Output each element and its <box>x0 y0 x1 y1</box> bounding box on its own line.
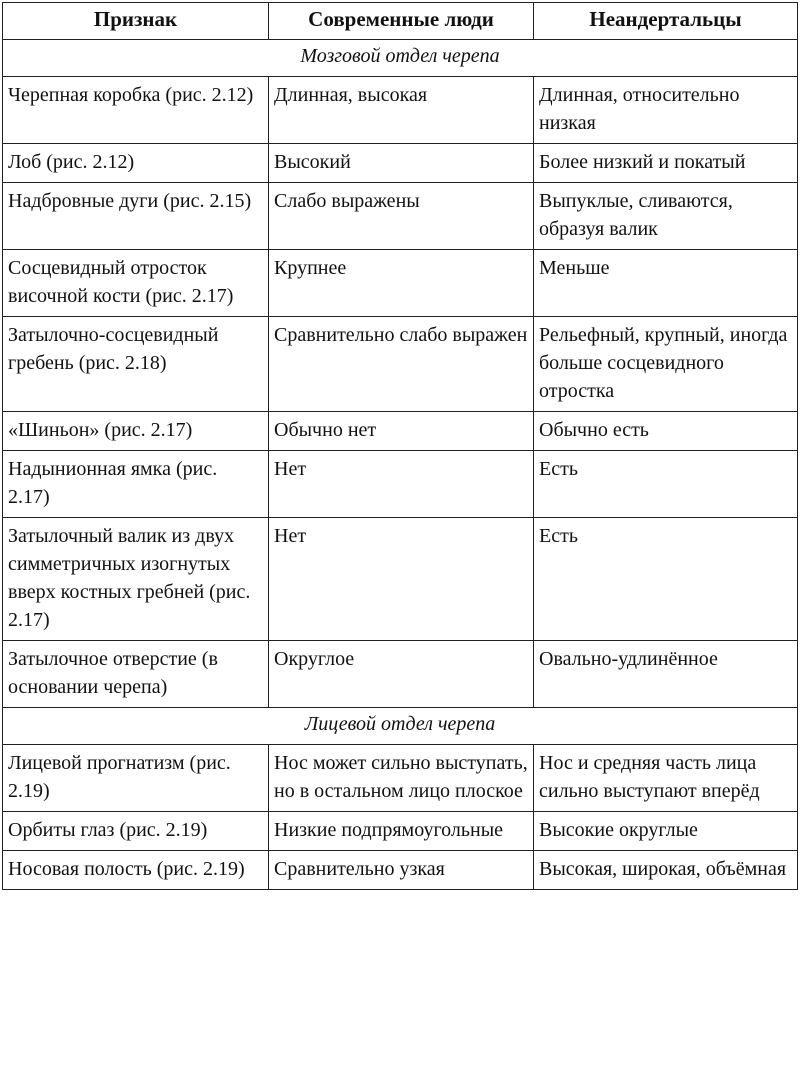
header-neanderthals: Неандертальцы <box>534 3 798 40</box>
feature-cell: Орбиты глаз (рис. 2.19) <box>3 812 269 851</box>
feature-cell: Лицевой прогнатизм (рис. 2.19) <box>3 745 269 812</box>
table-row <box>3 144 798 183</box>
table-row <box>3 641 798 708</box>
modern-cell: Нос может сильно выступать, но в остальном лицо плоское <box>269 745 534 812</box>
neanderthal-cell: Обычно есть <box>534 412 798 451</box>
neanderthal-cell: Нос и средняя часть лица сильно выступают вперёд <box>534 745 798 812</box>
modern-cell: Высокий <box>269 144 534 183</box>
section-row <box>3 40 798 77</box>
feature-cell: Сосцевидный отросток височной кости (рис. 2.17) <box>3 250 269 317</box>
feature-cell: Черепная коробка (рис. 2.12) <box>3 77 269 144</box>
table-row <box>3 812 798 851</box>
feature-cell: Надбровные дуги (рис. 2.15) <box>3 183 269 250</box>
modern-cell: Нет <box>269 451 534 518</box>
section-row <box>3 708 798 745</box>
feature-cell: Затылочный валик из двух симметричных изогнутых вверх костных гребней (рис. 2.17) <box>3 518 269 641</box>
modern-cell: Нет <box>269 518 534 641</box>
feature-cell: «Шиньон» (рис. 2.17) <box>3 412 269 451</box>
neanderthal-cell: Меньше <box>534 250 798 317</box>
neanderthal-cell: Выпуклые, сливаются, образуя валик <box>534 183 798 250</box>
feature-cell: Затылочное отверстие (в основании черепа) <box>3 641 269 708</box>
modern-cell: Низкие подпрямоугольные <box>269 812 534 851</box>
modern-cell: Сравнительно слабо выражен <box>269 317 534 412</box>
table-body <box>3 40 798 890</box>
neanderthal-cell: Длинная, относительно низкая <box>534 77 798 144</box>
modern-cell: Длинная, высокая <box>269 77 534 144</box>
header-modern-humans: Современные люди <box>269 3 534 40</box>
header-feature: Признак <box>3 3 269 40</box>
feature-cell: Носовая полость (рис. 2.19) <box>3 851 269 890</box>
header-row <box>3 3 798 40</box>
table-row <box>3 745 798 812</box>
section-title: Мозговой отдел черепа <box>3 40 798 77</box>
modern-cell: Округлое <box>269 641 534 708</box>
comparison-table <box>2 2 798 890</box>
section-title: Лицевой отдел черепа <box>3 708 798 745</box>
neanderthal-cell: Более низкий и покатый <box>534 144 798 183</box>
table-row <box>3 412 798 451</box>
feature-cell: Затылочно-сосцевидный гребень (рис. 2.18) <box>3 317 269 412</box>
modern-cell: Обычно нет <box>269 412 534 451</box>
feature-cell: Надынионная ямка (рис. 2.17) <box>3 451 269 518</box>
table-row <box>3 250 798 317</box>
feature-cell: Лоб (рис. 2.12) <box>3 144 269 183</box>
neanderthal-cell: Есть <box>534 518 798 641</box>
modern-cell: Сравнительно узкая <box>269 851 534 890</box>
table-row <box>3 77 798 144</box>
neanderthal-cell: Высокие округлые <box>534 812 798 851</box>
table-row <box>3 851 798 890</box>
modern-cell: Слабо выражены <box>269 183 534 250</box>
table-row <box>3 518 798 641</box>
neanderthal-cell: Высокая, широкая, объёмная <box>534 851 798 890</box>
modern-cell: Крупнее <box>269 250 534 317</box>
neanderthal-cell: Овально-удлинённое <box>534 641 798 708</box>
neanderthal-cell: Есть <box>534 451 798 518</box>
table-row <box>3 451 798 518</box>
table-row <box>3 317 798 412</box>
table-row <box>3 183 798 250</box>
neanderthal-cell: Рельефный, крупный, иногда больше сосцевидного отростка <box>534 317 798 412</box>
